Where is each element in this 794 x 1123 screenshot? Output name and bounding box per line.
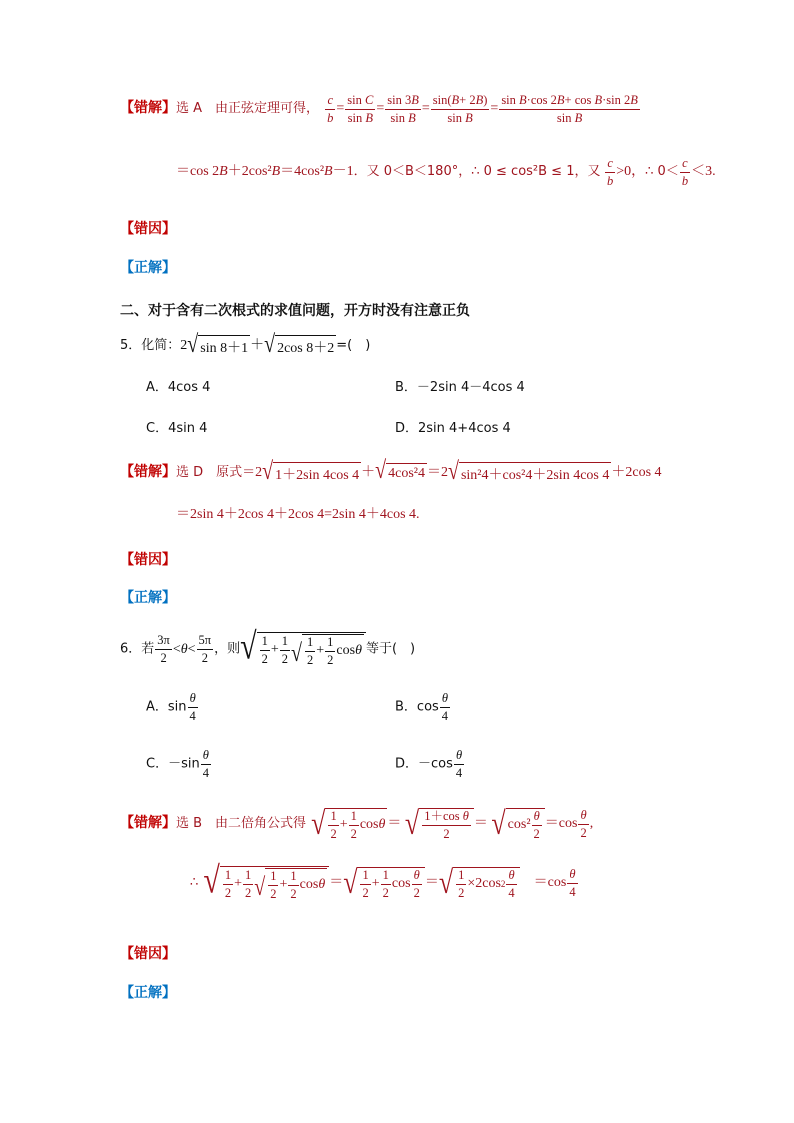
q6-option-d[interactable]: D．－cos $\frac{\theta}{4}$ bbox=[395, 748, 463, 780]
q4-solution-line2: ＝cos 2B＋2cos²B＝4cos²B－1．又 0＜B＜180°，∴ 0 ≤ cos²B ≤ 1，又 $\frac{c}{b}$ >0，∴ 0＜ $\frac{c}{b}$ ＜3. bbox=[176, 156, 716, 188]
q4-solution-line1 bbox=[120, 94, 641, 124]
q5-stem: 5．化简：2 √ sin 8＋1 ＋ √ 2cos 8＋2 =( ) bbox=[120, 330, 371, 359]
q6-cuoyin-label: 【错因】 bbox=[120, 946, 176, 962]
q4-formula-2: ＝cos 2B＋2cos²B＝4cos²B－1 bbox=[176, 164, 354, 180]
q6-option-c[interactable]: C．－sin $\frac{\theta}{4}$ bbox=[146, 748, 209, 780]
q6-formula-2: √ $\frac{1}{2}$ + $\frac{1}{2}$ √ $\frac{1}{2}$ + $\frac{1}{2}$ cos θ ＝ √ $\frac{1}{2}$ + $\frac{1}{2}$ cos $\frac{\theta}{2}$ ＝ √ $\frac{1}{2}$ ×2cos 2 $\frac{\theta}{4}$ ＝cos $\frac{\theta}{4}$ bbox=[203, 860, 576, 902]
q6-solution-line2: ∴ √ $\frac{1}{2}$ + $\frac{1}{2}$ √ $\frac{1}{2}$ + $\frac{1}{2}$ cos θ ＝ √ $\frac{1}{2}$ + $\frac{1}{2}$ cos $\frac{\theta}{2}$ ＝ √ $\frac{1}{2}$ ×2cos 2 $\frac{\theta}{4}$ ＝cos $\frac{\theta}{4}$ bbox=[190, 866, 579, 900]
q5-option-c[interactable]: C．4sin 4 bbox=[146, 421, 208, 436]
q4-c-over-b: $\frac{c}{b}$ bbox=[606, 156, 614, 188]
section-heading: 二、对于含有二次根式的求值问题，开方时没有注意正负 bbox=[120, 303, 470, 319]
q4-formula-1: $\frac{c}{b}$ = $\frac{\text{sin C}}{\text{sin B}}$ = $\frac{\sin 3B}{\text{sin B}}$ = $\frac{\sin(B+ 2B)}{\text{sin B}}$ = $\frac{\text{sin B·cos 2B+ cos B·sin 2B}}{\text{sin B}}$ bbox=[327, 93, 638, 125]
q6-zhengjie-label: 【正解】 bbox=[120, 985, 176, 1001]
q6-stem: 6．若 $\frac{3\pi}{2}$ <θ< $\frac{5\pi}{2}$ ，则 √ $\frac{1}{2}$ + $\frac{1}{2}$ √ $\frac{1}{2}$ + $\frac{1}{2}$ cos θ 等于( ) bbox=[120, 626, 416, 668]
q4-zhengjie-label: 【正解】 bbox=[120, 260, 176, 276]
q4-condition-text: ．又 0＜B＜180°，∴ 0 ≤ cos²B ≤ 1，又 bbox=[353, 164, 601, 180]
q5-cuoyin-label: 【错因】 bbox=[120, 552, 176, 568]
q6-solution-line1: 【错解】选 B 由二倍角公式得 √ $\frac{1}{2}$ + $\frac{1}{2}$ cos θ ＝ √ $\frac{\text{1＋cos θ}}{2}$ ＝ √ cos² $\frac{\theta}{2}$ ＝cos $\frac{\theta}{2}$ , bbox=[120, 805, 594, 842]
q5-option-a[interactable]: A．4cos 4 bbox=[146, 380, 211, 395]
q5-formula-1: 2 √ 1＋2sin 4cos 4 ＋ √ 4cos²4 ＝2 √ sin²4＋cos²4＋2sin 4cos 4 ＋2cos 4 bbox=[255, 456, 662, 486]
q5-option-b[interactable]: B．－2sin 4－4cos 4 bbox=[395, 380, 525, 395]
q5-option-d[interactable]: D．2sin 4+4cos 4 bbox=[395, 421, 511, 436]
q5-solution-line2: ＝2sin 4＋2cos 4＋2cos 4=2sin 4＋4cos 4. bbox=[176, 507, 420, 522]
cuojie-label: 【错解】 bbox=[120, 100, 176, 117]
q5-solution-line1: 【错解】选 D 原式＝2 √ 1＋2sin 4cos 4 ＋ √ 4cos²4 ＝2 √ sin²4＋cos²4＋2sin 4cos 4 ＋2cos 4 bbox=[120, 456, 662, 486]
q6-option-a[interactable]: A．sin $\frac{\theta}{4}$ bbox=[146, 691, 196, 723]
cuojie-label: 【错解】 bbox=[120, 815, 176, 832]
q4-cuoyin-label: 【错因】 bbox=[120, 221, 176, 237]
q4-solution-text: 选 A 由正弦定理可得， bbox=[176, 101, 320, 117]
q6-option-b[interactable]: B．cos $\frac{\theta}{4}$ bbox=[395, 691, 449, 723]
q6-formula-1: √ $\frac{1}{2}$ + $\frac{1}{2}$ cos θ ＝ √ $\frac{\text{1＋cos θ}}{2}$ ＝ √ cos² $\frac{\theta}{2}$ ＝cos $\frac{\theta}{2}$ , bbox=[311, 805, 594, 842]
cuojie-label: 【错解】 bbox=[120, 464, 176, 480]
q5-zhengjie-label: 【正解】 bbox=[120, 590, 176, 606]
